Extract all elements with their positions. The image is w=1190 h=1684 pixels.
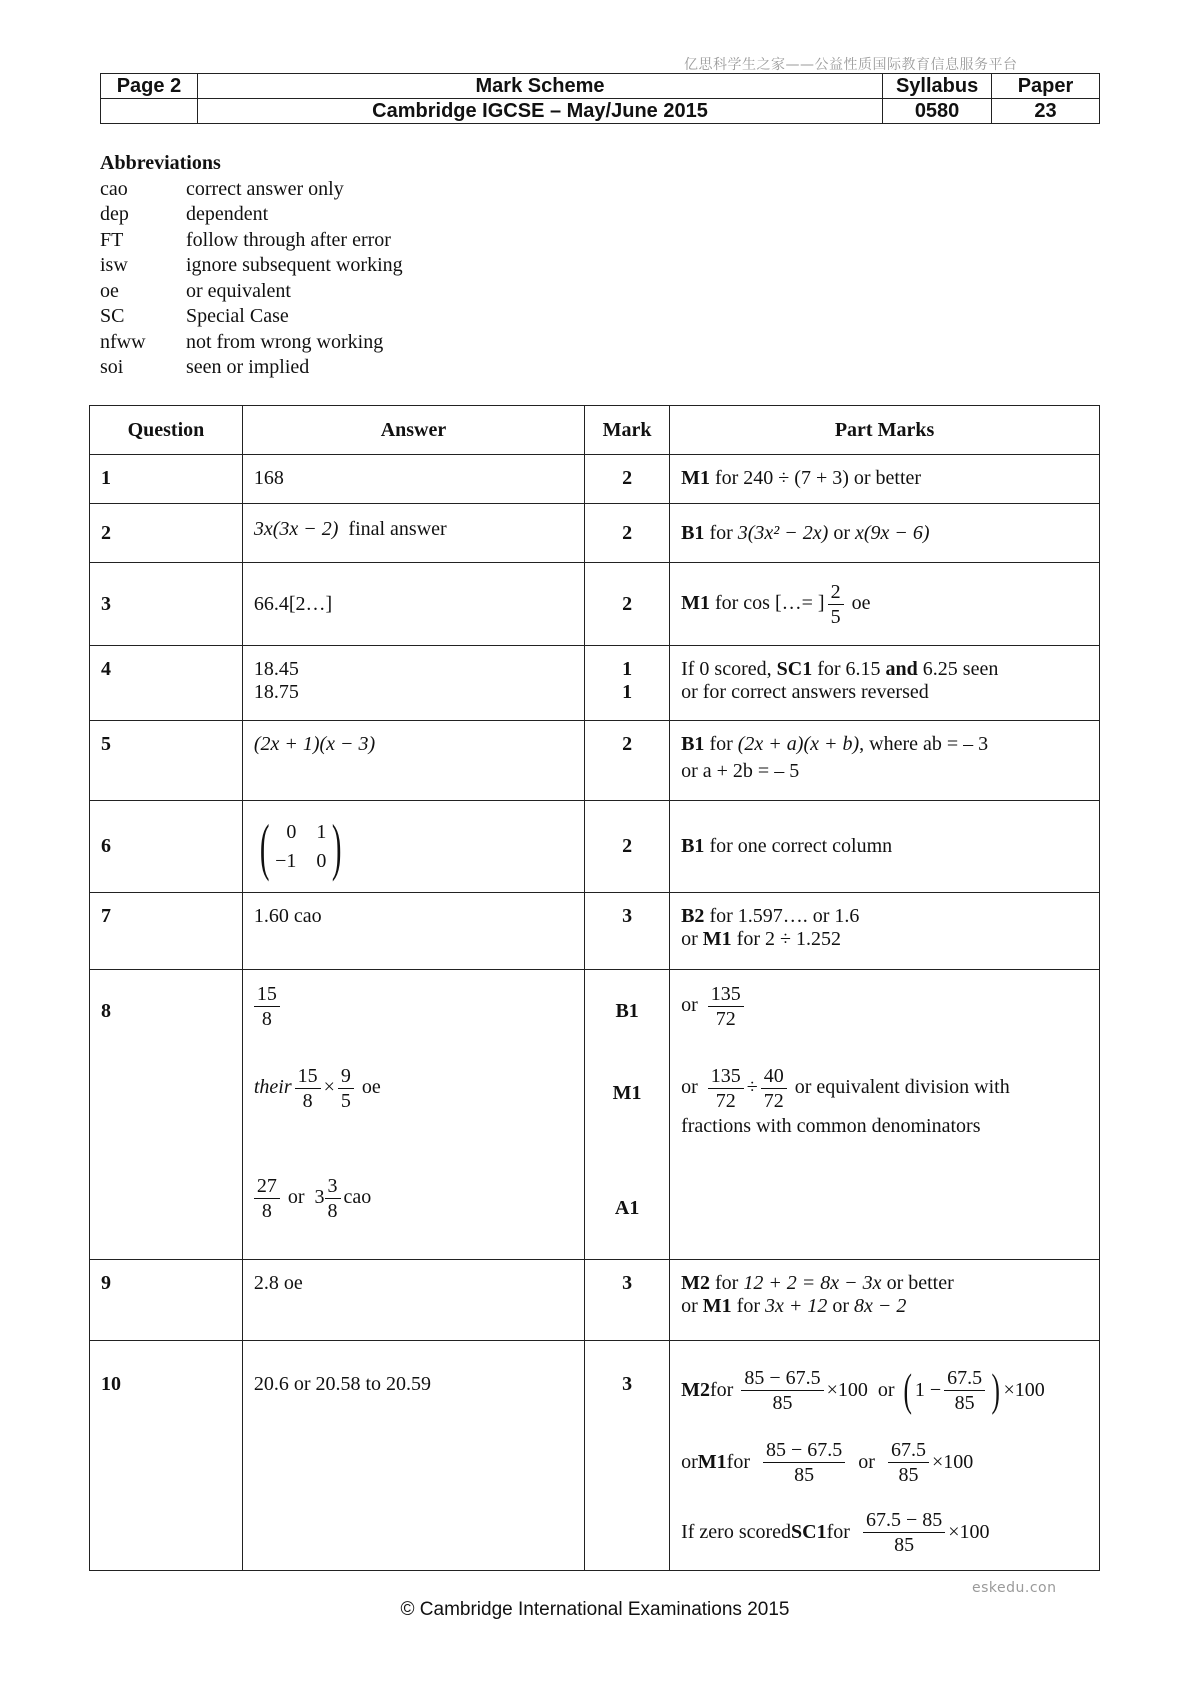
fraction-numerator: 67.5	[944, 1366, 985, 1391]
abbr-item	[100, 304, 403, 330]
answer-text: their	[253, 1076, 292, 1099]
abbr-code: nfww	[100, 330, 146, 353]
part-marks-text: for	[709, 1272, 744, 1294]
answer-text: 3	[314, 1186, 325, 1209]
divide-symbol: ÷	[746, 1076, 758, 1099]
fraction-denominator: 85	[898, 1463, 919, 1486]
part-marks-text: or	[681, 1076, 698, 1099]
mark-code: B1	[681, 521, 705, 544]
mark-code: B1	[681, 733, 705, 755]
part-marks-line: fractions with common denominators	[681, 1115, 981, 1137]
table-row	[90, 1260, 1100, 1341]
mark-code: M1	[697, 1450, 727, 1473]
document-subtitle: Cambridge IGCSE – May/June 2015	[197, 99, 882, 124]
mark-line: 1	[622, 681, 633, 703]
answer-cell: 66.4[2…]	[242, 563, 584, 646]
answer-line: 18.45	[253, 658, 299, 680]
abbr-meaning: not from wrong working	[186, 330, 384, 353]
table-header-row	[90, 406, 1100, 455]
part-marks-text: or	[681, 994, 698, 1017]
part-marks-text: or equivalent division with	[794, 1076, 1010, 1099]
left-paren-icon: (	[902, 1364, 912, 1415]
fraction-numerator: 67.5 − 85	[863, 1508, 945, 1533]
fraction-numerator: 135	[708, 982, 744, 1007]
mark-code: SC1	[776, 658, 813, 680]
abbr-code: FT	[100, 228, 124, 251]
part-marks-text: for 6.15	[812, 658, 886, 680]
col-mark: Mark	[585, 406, 670, 455]
mark-line: B1	[615, 1000, 639, 1022]
mark-cell: 2	[585, 563, 670, 646]
mark-code: M2	[681, 1272, 710, 1294]
fraction	[254, 1174, 280, 1223]
fraction-denominator: 85	[954, 1391, 975, 1414]
mark-scheme-table	[89, 405, 1100, 1571]
paper-number: 23	[992, 99, 1100, 124]
part-marks-cell	[670, 721, 1100, 801]
fraction-numerator: 15	[254, 982, 280, 1007]
part-marks-math: 3(3x² − 2x)	[737, 521, 829, 544]
abbr-meaning: or equivalent	[186, 279, 291, 302]
abbr-item	[100, 330, 403, 356]
fraction	[295, 1064, 321, 1113]
fraction-numerator: 2	[828, 580, 844, 605]
part-marks-cell	[670, 893, 1100, 970]
answer-cell: 2.8 oe	[242, 1260, 584, 1341]
abbr-meaning: seen or implied	[186, 356, 310, 378]
part-marks-text: or	[827, 1295, 855, 1317]
abbr-meaning: correct answer only	[186, 177, 344, 200]
fraction-denominator: 5	[340, 1090, 351, 1112]
table-row	[90, 646, 1100, 721]
answer-text: oe	[361, 1076, 381, 1099]
part-marks-text: or	[877, 1378, 895, 1401]
part-marks-text: or	[828, 521, 856, 544]
part-marks-text: for	[709, 1378, 734, 1401]
page-number: Page 2	[101, 74, 198, 99]
part-marks-text: ×100	[948, 1520, 990, 1543]
answer-cell: 1.60 cao	[242, 893, 584, 970]
fraction-numerator: 15	[295, 1064, 321, 1089]
part-marks-text: for	[826, 1520, 850, 1543]
watermark-top: 亿思科学生之家——公益性质国际教育信息服务平台	[684, 57, 1018, 73]
mark-code: M1	[702, 928, 732, 950]
fraction-numerator: 135	[708, 1064, 744, 1089]
part-marks-text: 1 −	[914, 1378, 942, 1401]
fraction-denominator: 85	[794, 1463, 815, 1486]
abbr-code: soi	[100, 356, 124, 378]
table-row	[90, 504, 1100, 563]
fraction-denominator: 8	[327, 1200, 338, 1222]
fraction-numerator: 40	[761, 1064, 787, 1089]
part-marks-cell	[670, 646, 1100, 721]
part-marks-text: or	[858, 1450, 875, 1473]
abbr-item	[100, 228, 403, 254]
mark-cell: 3	[585, 1260, 670, 1341]
part-marks-text: for	[704, 521, 738, 544]
mark-cell: 2	[585, 504, 670, 563]
fraction-numerator: 27	[254, 1174, 280, 1199]
part-marks-cell	[670, 970, 1100, 1260]
part-marks-cell	[670, 504, 1100, 563]
answer-cell	[242, 504, 584, 563]
mark-cell: 2	[585, 455, 670, 504]
mark-cell: 2	[585, 801, 670, 893]
abbr-meaning: ignore subsequent working	[186, 254, 403, 276]
question-number: 5	[90, 721, 243, 801]
part-marks-text: If zero scored	[681, 1520, 792, 1543]
mark-code: M1	[681, 591, 710, 614]
mark-line: M1	[612, 1082, 642, 1104]
part-marks-math: 8x − 2	[854, 1295, 907, 1317]
answer-cell: 168	[242, 455, 584, 504]
question-number: 7	[90, 893, 243, 970]
abbr-meaning: Special Case	[186, 305, 289, 327]
matrix-entry: 1	[316, 820, 327, 843]
question-number: 10	[90, 1341, 243, 1571]
part-marks-math: x(9x − 6)	[855, 521, 930, 544]
mark-cell	[585, 646, 670, 721]
fraction	[741, 1366, 823, 1415]
fraction	[761, 1064, 787, 1113]
fraction	[763, 1438, 845, 1487]
answer-line: 18.75	[253, 681, 299, 703]
answer-text: final answer	[348, 518, 447, 540]
answer-cell	[242, 801, 584, 893]
syllabus-code: 0580	[883, 99, 992, 124]
question-number: 1	[90, 455, 243, 504]
fraction	[863, 1508, 945, 1557]
part-marks-text: for one correct column	[704, 835, 893, 857]
matrix-entry: 0	[316, 849, 327, 872]
footer-copyright: © Cambridge International Examinations 2015	[400, 1599, 790, 1620]
mark-cell	[585, 970, 670, 1260]
answer-math: 3x(3x − 2)	[253, 518, 339, 540]
answer-text: or	[287, 1186, 305, 1209]
part-marks-math: (2x + a)(x + b)	[737, 733, 860, 755]
mark-code: M1	[681, 467, 710, 489]
abbreviations-title: Abbreviations	[100, 152, 221, 174]
fraction-denominator: 8	[302, 1090, 313, 1112]
part-marks-text: If 0 scored,	[681, 658, 777, 680]
times-symbol: ×	[323, 1076, 335, 1099]
fraction-numerator: 85 − 67.5	[763, 1438, 845, 1463]
matrix	[254, 810, 348, 882]
part-marks-text: for 240 ÷ (7 + 3) or better	[709, 467, 922, 489]
question-number: 3	[90, 563, 243, 646]
mark-code: M1	[702, 1295, 732, 1317]
mark-cell: 2	[585, 721, 670, 801]
part-marks-text: or	[681, 1295, 703, 1317]
part-marks-math: 3x + 12	[764, 1295, 828, 1317]
question-number: 9	[90, 1260, 243, 1341]
abbr-code: dep	[100, 203, 129, 225]
part-marks-cell	[670, 801, 1100, 893]
answer-cell: (2x + 1)(x − 3)	[242, 721, 584, 801]
paper-label: Paper	[992, 74, 1100, 99]
abbr-item	[100, 177, 403, 203]
fraction-denominator: 8	[261, 1008, 272, 1030]
part-marks-text: oe	[851, 591, 871, 614]
right-paren-icon: )	[991, 1364, 1001, 1415]
left-paren-icon: (	[259, 810, 270, 882]
fraction	[325, 1174, 341, 1223]
part-marks-and: and	[885, 658, 918, 680]
col-part-marks: Part Marks	[670, 406, 1100, 455]
part-marks-text: or better	[881, 1272, 954, 1294]
part-marks-cell	[670, 563, 1100, 646]
document-title: Mark Scheme	[197, 74, 882, 99]
part-marks-text: , where ab = – 3	[859, 733, 989, 755]
answer-cell	[242, 970, 584, 1260]
fraction-numerator: 67.5	[888, 1438, 929, 1463]
header-empty-cell	[101, 99, 198, 124]
part-marks-text: for	[726, 1450, 750, 1473]
part-marks-text: for cos […= ]	[709, 591, 825, 614]
fraction	[338, 1064, 354, 1113]
abbr-item	[100, 202, 403, 228]
table-row	[90, 801, 1100, 893]
fraction-denominator: 8	[261, 1200, 272, 1222]
fraction-denominator: 72	[763, 1090, 784, 1112]
question-number: 4	[90, 646, 243, 721]
fraction-denominator: 72	[715, 1008, 736, 1030]
answer-text: cao	[343, 1186, 372, 1209]
fraction	[708, 1064, 744, 1113]
fraction-denominator: 85	[894, 1533, 915, 1556]
mark-code: B1	[681, 835, 705, 857]
matrix-entry: 0	[286, 820, 297, 843]
mark-cell: 3	[585, 893, 670, 970]
table-row	[90, 970, 1100, 1260]
fraction-numerator: 9	[338, 1064, 354, 1089]
abbr-item	[100, 355, 403, 381]
part-marks-text: or	[681, 928, 703, 950]
part-marks-text: or	[681, 1450, 698, 1473]
part-marks-cell	[670, 1260, 1100, 1341]
part-marks-text: ×100	[826, 1378, 868, 1401]
abbr-code: cao	[100, 177, 128, 200]
fraction	[254, 982, 280, 1031]
question-number: 2	[90, 504, 243, 563]
answer-cell	[242, 646, 584, 721]
fraction-denominator: 85	[772, 1391, 793, 1414]
part-marks-text: for 1.597…. or 1.6	[704, 905, 860, 927]
syllabus-label: Syllabus	[883, 74, 992, 99]
answer-cell: 20.6 or 20.58 to 20.59	[242, 1341, 584, 1571]
table-row	[90, 455, 1100, 504]
part-marks-line: or a + 2b = – 5	[681, 760, 800, 782]
table-row	[90, 1341, 1100, 1571]
mark-line: 1	[622, 658, 633, 680]
part-marks-text: for	[704, 733, 738, 755]
part-marks-cell	[670, 1341, 1100, 1571]
table-row	[90, 893, 1100, 970]
abbr-code: SC	[100, 305, 125, 327]
part-marks-cell	[670, 455, 1100, 504]
fraction	[888, 1438, 929, 1487]
part-marks-math: 12 + 2 = 8x − 3x	[743, 1272, 882, 1294]
fraction-numerator: 3	[325, 1174, 341, 1199]
abbr-item	[100, 253, 403, 279]
part-marks-text: for 2 ÷ 1.252	[731, 928, 841, 950]
table-row	[90, 721, 1100, 801]
abbr-code: isw	[100, 254, 128, 276]
abbr-meaning: follow through after error	[186, 228, 391, 251]
mark-code: M2	[681, 1378, 710, 1401]
part-marks-text: 6.25 seen	[917, 658, 999, 680]
mark-code: B2	[681, 905, 705, 927]
fraction	[944, 1366, 985, 1415]
part-marks-text: ×100	[931, 1450, 974, 1473]
part-marks-text: for	[731, 1295, 765, 1317]
fraction	[828, 580, 844, 629]
abbr-code: oe	[100, 279, 119, 302]
watermark-bottom: eskedu.con	[972, 1580, 1057, 1596]
table-row	[90, 563, 1100, 646]
fraction-numerator: 85 − 67.5	[741, 1366, 823, 1391]
header-table	[100, 73, 1100, 124]
col-answer: Answer	[242, 406, 584, 455]
fraction	[708, 982, 744, 1031]
abbr-meaning: dependent	[186, 203, 269, 225]
right-paren-icon: )	[332, 810, 342, 882]
part-marks-line: or for correct answers reversed	[681, 681, 929, 703]
abbreviations	[100, 151, 403, 381]
mark-cell: 3	[585, 1341, 670, 1571]
mark-line: A1	[614, 1197, 640, 1219]
fraction-denominator: 5	[830, 605, 841, 628]
mark-code: SC1	[791, 1520, 827, 1543]
col-question: Question	[90, 406, 243, 455]
question-number: 6	[90, 801, 243, 893]
matrix-entry: −1	[275, 849, 297, 872]
abbr-item	[100, 279, 403, 305]
part-marks-text: ×100	[1003, 1378, 1045, 1401]
fraction-denominator: 72	[715, 1090, 736, 1112]
question-number: 8	[90, 970, 243, 1260]
